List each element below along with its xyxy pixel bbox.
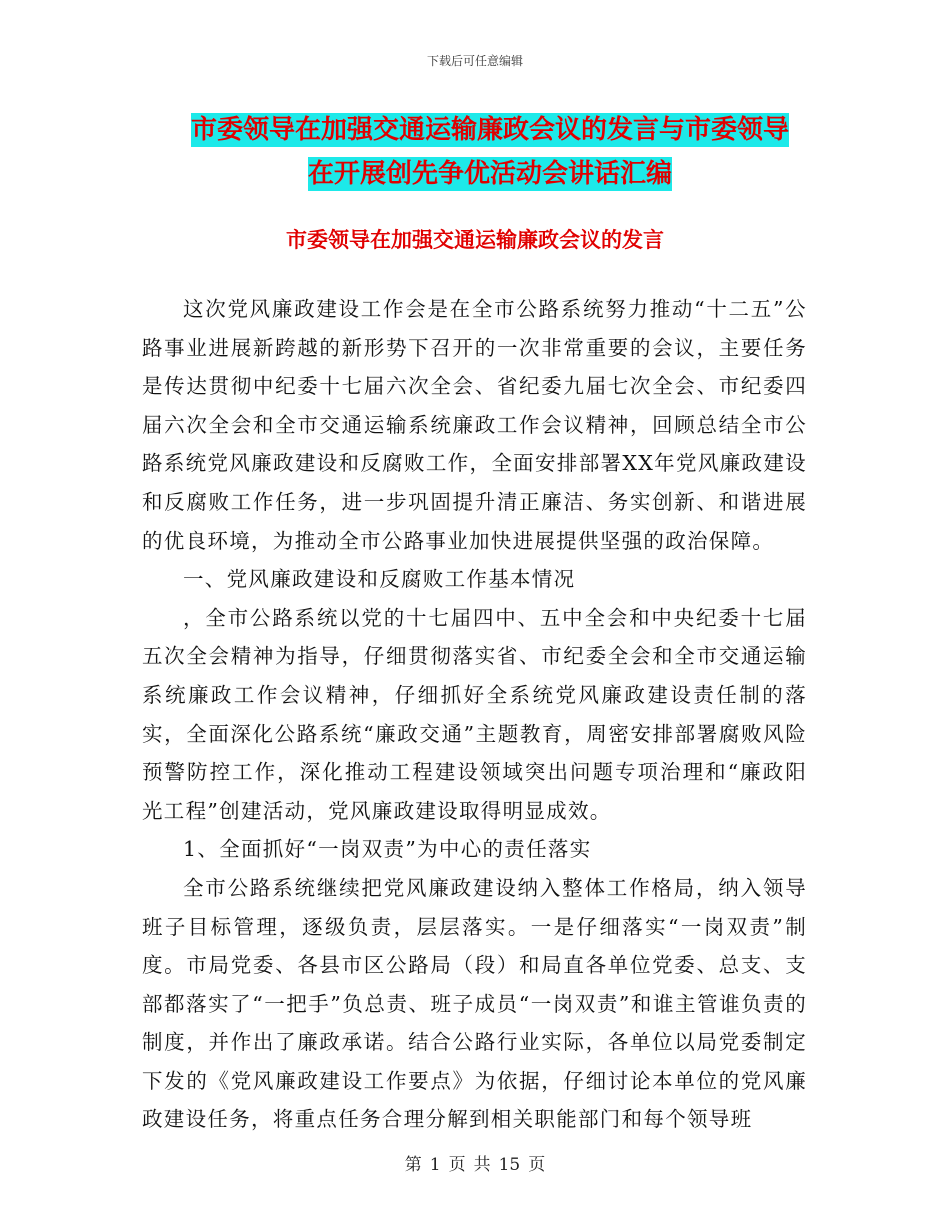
footer-suffix: 页	[528, 1155, 546, 1175]
paragraph-overview: ，全市公路系统以党的十七届四中、五中全会和中央纪委十七届五次全会精神为指导，仔细贯彻落实省、市纪委全会和全市交通运输系统廉政工作会议精神，仔细抓好全系统党风廉政建设责任制的落实，全面深化公路系统“廉政交通”主题教育，周密安排部署腐败风险预警防控工作，深化推动工程建设领域突出问题专项治理和“廉政阳光工程”创建活动，党风廉政建设取得明显成效。	[142, 605, 807, 823]
header-note: 下载后可任意编辑	[426, 54, 523, 68]
footer-prefix: 第	[404, 1155, 422, 1175]
body-text	[142, 290, 807, 1139]
page-footer	[0, 1150, 950, 1175]
footer-total-prefix: 共	[473, 1155, 491, 1175]
title-line-1: 市委领导在加强交通运输廉政会议的发言与市委领导	[190, 115, 789, 145]
footer-total-pages: 15	[498, 1155, 521, 1175]
paragraph-responsibility: 全市公路系统继续把党风廉政建设纳入整体工作格局，纳入领导班子目标管理，逐级负责，层层落实。一是仔细落实“一岗双责”制度。市局党委、各县市区公路局（段）和局直各单位党委、总支、支部都落实了“一把手”负总责、班子成员“一岗双责”和谁主管谁负责的制度，并作出了廉政承诺。结合公路行业实际，各单位以局党委制定下发的《党风廉政建设工作要点》为依据，仔细讨论本单位的党风廉政建设任务，将重点任务合理分解到相关职能部门和每个领导班	[142, 875, 807, 1132]
heading-section-1: 一、党风廉政建设和反腐败工作基本情况	[183, 567, 576, 592]
footer-page-word: 页	[448, 1155, 466, 1175]
document-title	[120, 108, 860, 196]
heading-subsection-1: 1、全面抓好“一岗双责”为中心的责任落实	[183, 837, 592, 862]
footer-current-page: 1	[429, 1155, 441, 1175]
paragraph-intro: 这次党风廉政建设工作会是在全市公路系统努力推动“十二五”公路事业进展新跨越的新形势下召开的一次非常重要的会议，主要任务是传达贯彻中纪委十七届六次全会、省纪委九届七次全会、市纪委四届六次全会和全市交通运输系统廉政工作会议精神，回顾总结全市公路系统党风廉政建设和反腐败工作，全面安排部署XX年党风廉政建设和反腐败工作任务，进一步巩固提升清正廉洁、务实创新、和谐进展的优良环境，为推动全市公路事业加快进展提供坚强的政治保障。	[142, 297, 807, 553]
title-line-2: 在开展创先争优活动会讲话汇编	[307, 159, 672, 189]
section-title: 市委领导在加强交通运输廉政会议的发言	[286, 228, 664, 252]
